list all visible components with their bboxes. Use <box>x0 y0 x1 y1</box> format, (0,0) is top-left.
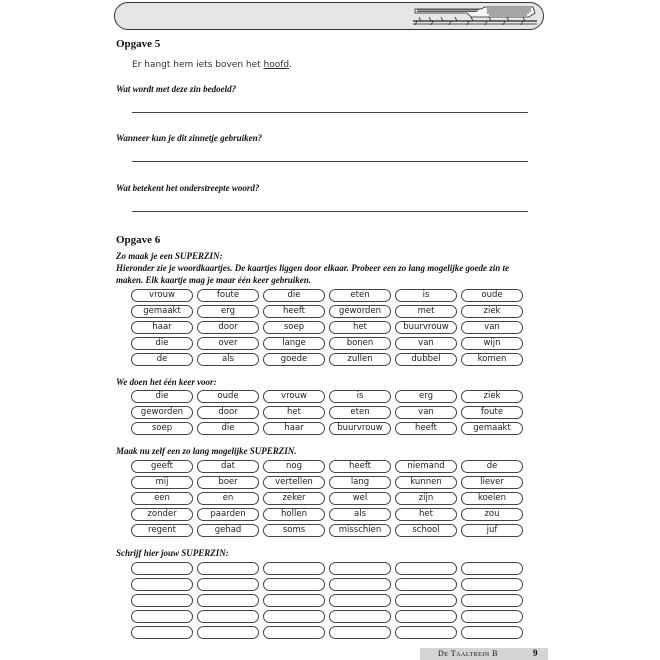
word-card[interactable]: geworden <box>329 305 391 318</box>
example-word-card[interactable]: foute <box>461 406 523 419</box>
blank-answer-card[interactable] <box>197 562 259 575</box>
word-card[interactable]: over <box>197 337 259 350</box>
word-card[interactable]: zijn <box>395 492 457 505</box>
example-word-card[interactable]: buurvrouw <box>329 422 391 435</box>
blank-answer-card[interactable] <box>461 626 523 639</box>
opgave-5-title: Opgave 5 <box>116 38 161 50</box>
word-card[interactable]: lange <box>263 337 325 350</box>
word-card[interactable]: misschien <box>329 524 391 537</box>
answer-line-1[interactable] <box>132 112 528 113</box>
blank-answer-card[interactable] <box>197 578 259 591</box>
example-word-card[interactable]: geworden <box>131 406 193 419</box>
sentence-text: Er hangt hem iets boven het <box>132 60 264 70</box>
example-word-card[interactable]: vrouw <box>263 390 325 403</box>
word-card[interactable]: school <box>395 524 457 537</box>
word-card[interactable]: vertellen <box>263 476 325 489</box>
word-card[interactable]: goede <box>263 353 325 366</box>
word-card[interactable]: vrouw <box>131 289 193 302</box>
word-card[interactable]: van <box>395 337 457 350</box>
word-card[interactable]: met <box>395 305 457 318</box>
blank-answer-card[interactable] <box>263 594 325 607</box>
word-card[interactable]: gehad <box>197 524 259 537</box>
word-card[interactable]: regent <box>131 524 193 537</box>
example-word-card[interactable]: het <box>263 406 325 419</box>
example-sentence <box>132 60 292 70</box>
page-number: 9 <box>533 648 538 658</box>
blank-answer-card[interactable] <box>395 594 457 607</box>
word-card[interactable]: van <box>461 321 523 334</box>
question-3: Wat betekent het onderstreepte woord? <box>116 183 260 193</box>
blank-answer-card[interactable] <box>461 610 523 623</box>
word-card[interactable]: kunnen <box>395 476 457 489</box>
blank-answer-card[interactable] <box>131 578 193 591</box>
word-card[interactable]: buurvrouw <box>395 321 457 334</box>
example-word-card[interactable]: eten <box>329 406 391 419</box>
blank-answer-card[interactable] <box>461 594 523 607</box>
blank-answer-card[interactable] <box>329 578 391 591</box>
word-card[interactable]: is <box>395 289 457 302</box>
blank-answer-card[interactable] <box>395 578 457 591</box>
word-cards-2 <box>131 460 523 537</box>
word-card[interactable]: het <box>395 508 457 521</box>
word-card[interactable]: erg <box>197 305 259 318</box>
example-word-card[interactable]: die <box>197 422 259 435</box>
example-word-card[interactable]: ziek <box>461 390 523 403</box>
word-cards-1 <box>131 289 523 366</box>
word-card[interactable]: soms <box>263 524 325 537</box>
word-card[interactable]: soep <box>263 321 325 334</box>
example-word-card[interactable]: oude <box>197 390 259 403</box>
word-card[interactable]: zou <box>461 508 523 521</box>
word-card[interactable]: paarden <box>197 508 259 521</box>
example-word-card[interactable]: is <box>329 390 391 403</box>
word-card[interactable]: gemaakt <box>131 305 193 318</box>
word-card[interactable]: geeft <box>131 460 193 473</box>
blank-answer-card[interactable] <box>131 562 193 575</box>
blank-cards <box>131 562 523 639</box>
train-illustration <box>411 5 539 27</box>
write-label: Schrijf hier jouw SUPERZIN: <box>116 548 229 558</box>
blank-answer-card[interactable] <box>461 562 523 575</box>
blank-answer-card[interactable] <box>395 562 457 575</box>
blank-answer-card[interactable] <box>131 594 193 607</box>
blank-answer-card[interactable] <box>197 610 259 623</box>
word-card[interactable]: bonen <box>329 337 391 350</box>
word-card[interactable]: haar <box>131 321 193 334</box>
superzin-instructions: Hieronder zie je woordkaartjes. De kaartjes liggen door elkaar. Probeer een zo lang mogelijke goede zin te maken. Elk kaartje mag je maar één keer gebruiken. <box>116 263 509 285</box>
word-card[interactable]: oude <box>461 289 523 302</box>
example-word-card[interactable]: gemaakt <box>461 422 523 435</box>
word-card[interactable]: heeft <box>329 460 391 473</box>
sentence-end: . <box>289 60 293 70</box>
underlined-word: hoofd <box>263 60 290 70</box>
footer <box>420 648 548 660</box>
superzin-intro: Zo maak je een SUPERZIN: <box>116 251 223 261</box>
blank-answer-card[interactable] <box>263 610 325 623</box>
question-2: Wanneer kun je dit zinnetje gebruiken? <box>116 133 263 143</box>
answer-line-2[interactable] <box>132 161 528 162</box>
word-card[interactable]: wijn <box>461 337 523 350</box>
word-card[interactable]: dat <box>197 460 259 473</box>
word-card[interactable]: als <box>329 508 391 521</box>
blank-answer-card[interactable] <box>329 594 391 607</box>
blank-answer-card[interactable] <box>131 626 193 639</box>
blank-answer-card[interactable] <box>263 626 325 639</box>
word-card[interactable]: komen <box>461 353 523 366</box>
blank-answer-card[interactable] <box>461 578 523 591</box>
word-card[interactable]: als <box>197 353 259 366</box>
word-card[interactable]: zullen <box>329 353 391 366</box>
example-word-card[interactable]: heeft <box>395 422 457 435</box>
example-label: We doen het één keer voor: <box>116 377 217 387</box>
word-card[interactable]: de <box>131 353 193 366</box>
word-card[interactable]: en <box>197 492 259 505</box>
word-card[interactable]: het <box>329 321 391 334</box>
blank-answer-card[interactable] <box>329 626 391 639</box>
blank-answer-card[interactable] <box>197 626 259 639</box>
blank-answer-card[interactable] <box>197 594 259 607</box>
header-bar <box>114 2 544 30</box>
word-card[interactable]: wel <box>329 492 391 505</box>
word-card[interactable]: zonder <box>131 508 193 521</box>
example-word-card[interactable]: haar <box>263 422 325 435</box>
word-card[interactable]: eten <box>329 289 391 302</box>
blank-answer-card[interactable] <box>395 610 457 623</box>
word-card[interactable]: mij <box>131 476 193 489</box>
word-card[interactable]: boer <box>197 476 259 489</box>
blank-answer-card[interactable] <box>395 626 457 639</box>
word-card[interactable]: zeker <box>263 492 325 505</box>
word-card[interactable]: een <box>131 492 193 505</box>
blank-answer-card[interactable] <box>263 578 325 591</box>
blank-answer-card[interactable] <box>329 610 391 623</box>
word-card[interactable]: heeft <box>263 305 325 318</box>
word-card[interactable]: nog <box>263 460 325 473</box>
question-1: Wat wordt met deze zin bedoeld? <box>116 84 237 94</box>
make-label: Maak nu zelf een zo lang mogelijke SUPERZIN. <box>116 446 297 456</box>
word-card[interactable]: die <box>263 289 325 302</box>
word-card[interactable]: koeien <box>461 492 523 505</box>
opgave-6-title: Opgave 6 <box>116 234 161 246</box>
example-cards <box>131 390 523 435</box>
word-card[interactable]: door <box>197 321 259 334</box>
word-card[interactable]: ziek <box>461 305 523 318</box>
word-card[interactable]: liever <box>461 476 523 489</box>
word-card[interactable]: die <box>131 337 193 350</box>
example-word-card[interactable]: die <box>131 390 193 403</box>
word-card[interactable]: juf <box>461 524 523 537</box>
word-card[interactable]: dubbel <box>395 353 457 366</box>
word-card[interactable]: lang <box>329 476 391 489</box>
book-title: De Taaltrein B <box>438 649 498 658</box>
example-word-card[interactable]: soep <box>131 422 193 435</box>
example-word-card[interactable]: van <box>395 406 457 419</box>
word-card[interactable]: foute <box>197 289 259 302</box>
blank-answer-card[interactable] <box>263 562 325 575</box>
word-card[interactable]: niemand <box>395 460 457 473</box>
word-card[interactable]: hollen <box>263 508 325 521</box>
blank-answer-card[interactable] <box>329 562 391 575</box>
example-word-card[interactable]: door <box>197 406 259 419</box>
answer-line-3[interactable] <box>132 211 528 212</box>
word-card[interactable]: de <box>461 460 523 473</box>
blank-answer-card[interactable] <box>131 610 193 623</box>
example-word-card[interactable]: erg <box>395 390 457 403</box>
